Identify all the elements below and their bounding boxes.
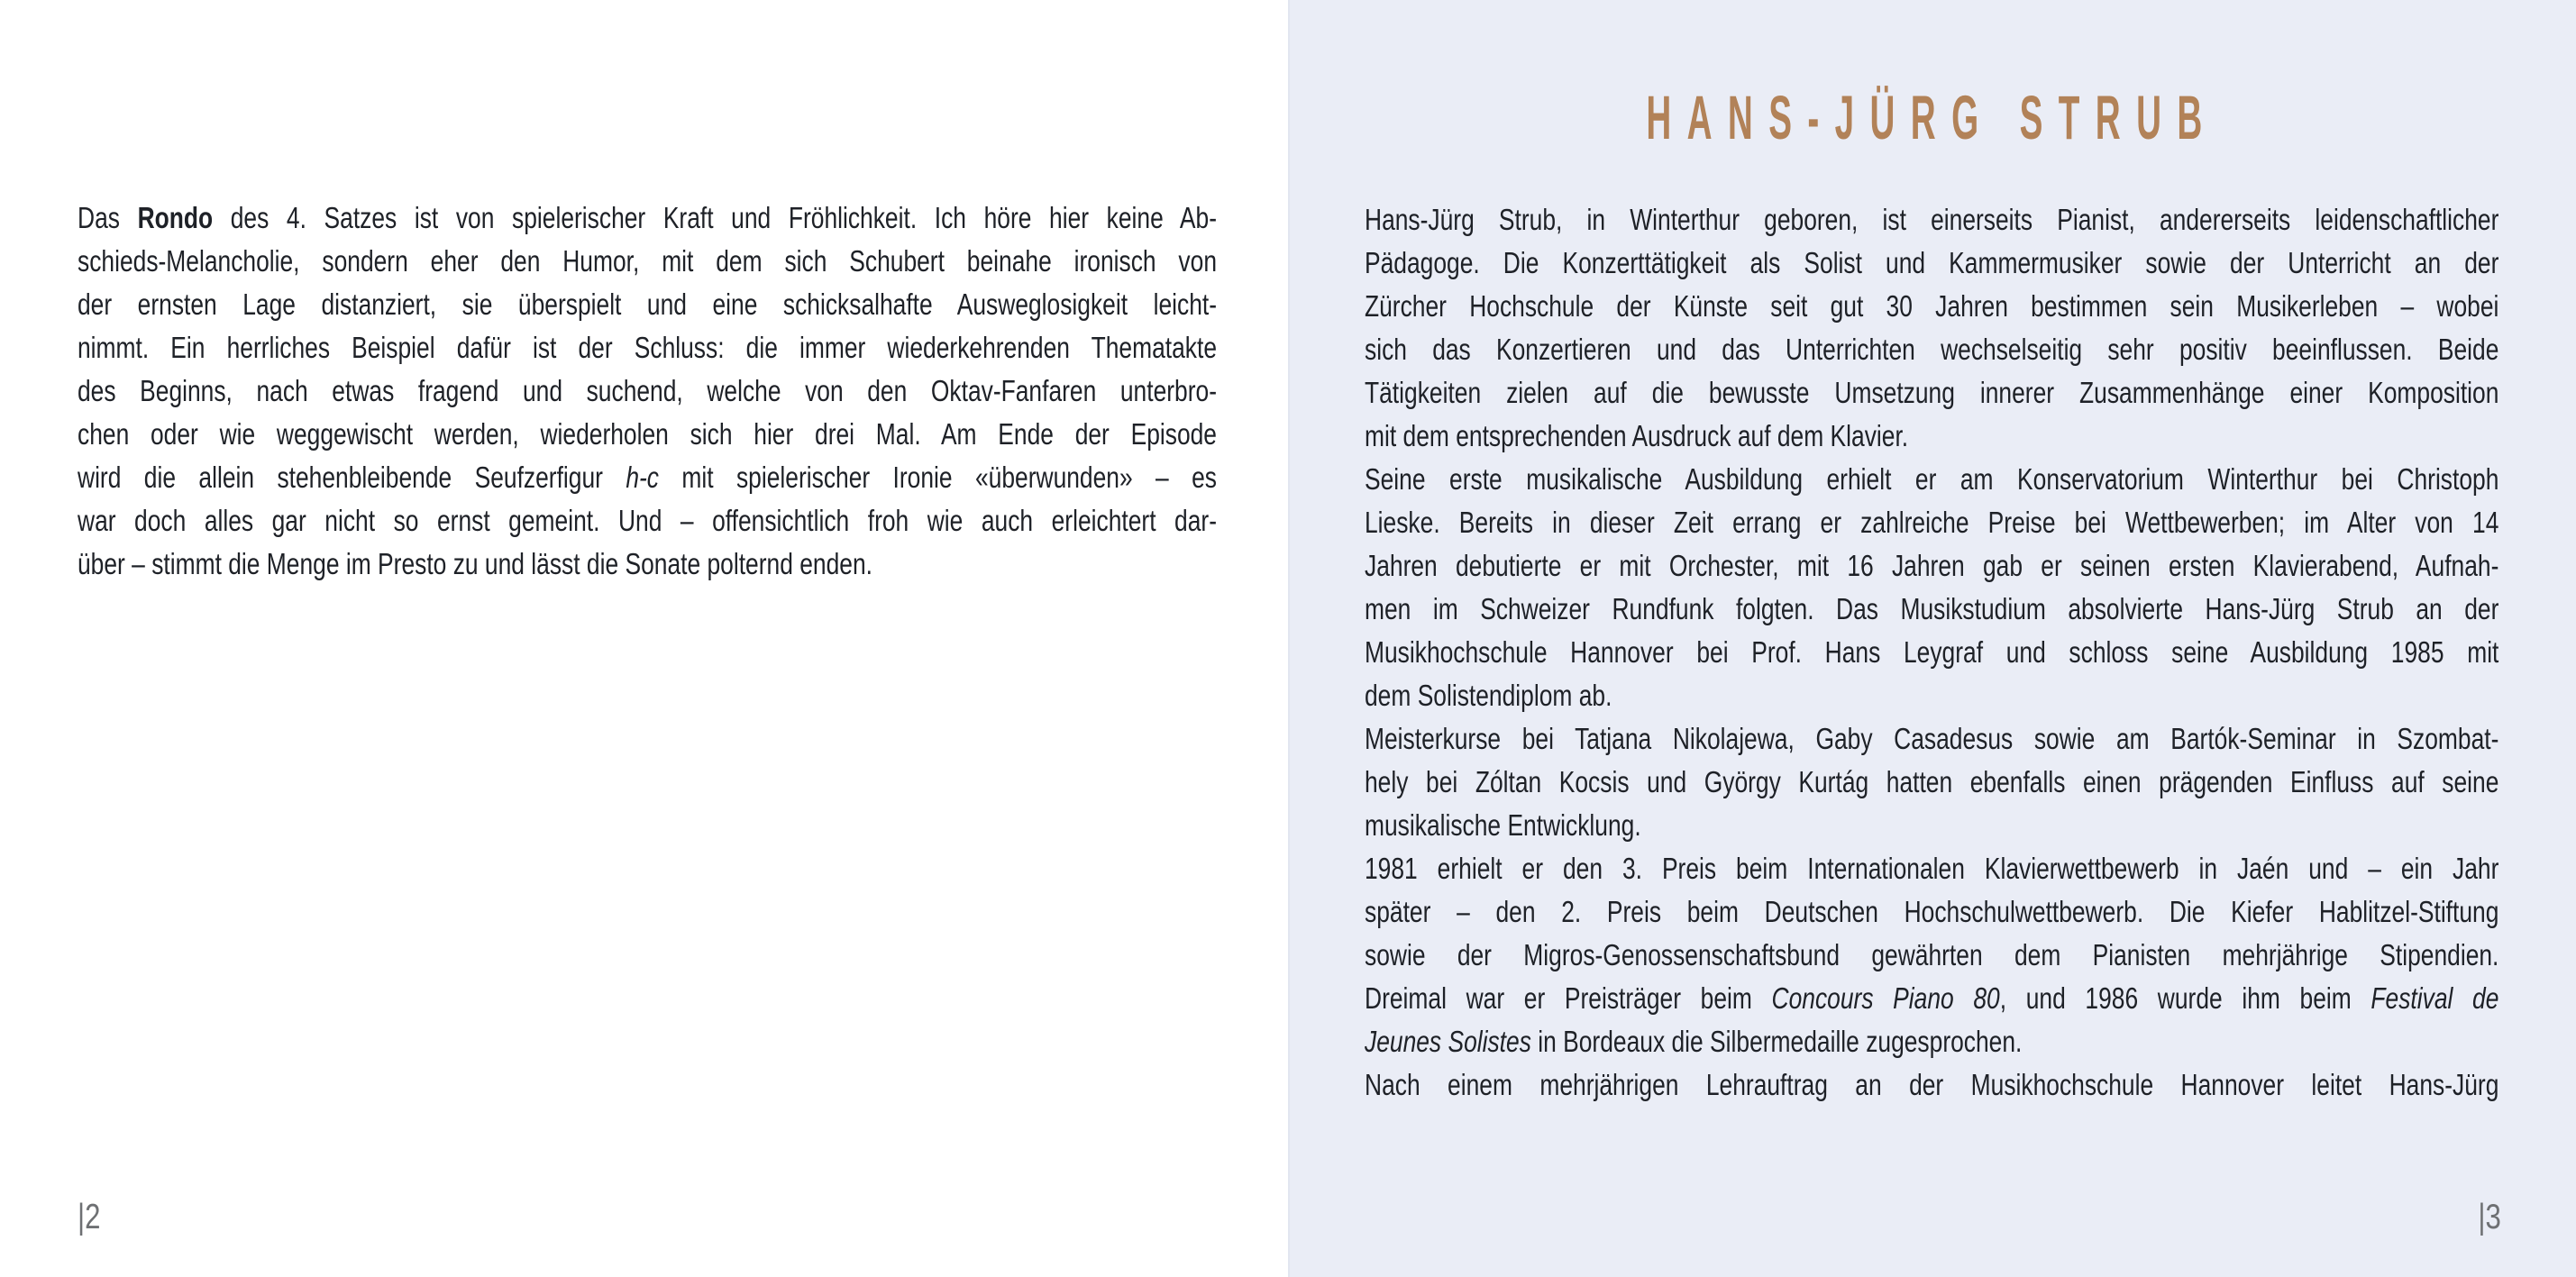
text-line: sich das Konzertieren und das Unterrichten wechselseitig sehr positiv beeinflussen. Beide	[1365, 333, 2499, 366]
page-title: HANS-JÜRG STRUB	[1646, 83, 2218, 152]
text-line: Musikhochschule Hannover bei Prof. Hans Leygraf und schloss seine Ausbildung 1985 mit	[1365, 635, 2499, 669]
rondo-paragraph	[78, 196, 1217, 586]
text-line: sowie der Migros-Genossenschaftsbund gewährten dem Pianisten mehrjährige Stipendien.	[1365, 938, 2499, 971]
page-number-left: |2	[78, 1198, 101, 1236]
text-line: der ernsten Lage distanziert, sie überspielt und eine schicksalhafte Ausweglosigkeit leicht-	[78, 287, 1217, 321]
text-line: Tätigkeiten zielen auf die bewusste Umsetzung innerer Zusammenhänge einer Komposition	[1365, 376, 2499, 409]
text-line: über – stimmt die Menge im Presto zu und lässt die Sonate polternd enden.	[78, 547, 872, 580]
text-line: Jeunes Solistes in Bordeaux die Silbermedaille zugesprochen.	[1365, 1025, 2023, 1058]
page-number-right: |3	[2478, 1198, 2501, 1236]
text-line: Jahren debutierte er mit Orchester, mit 16 Jahren gab er seinen ersten Klavierabend, Aufnah-	[1365, 549, 2499, 582]
biography-paragraphs	[1365, 198, 2498, 1107]
text-line: Nach einem mehrjährigen Lehrauftrag an der Musikhochschule Hannover leitet Hans-Jürg	[1365, 1068, 2499, 1101]
text-line: dem Solistendiplom ab.	[1365, 679, 1612, 712]
text-line: später – den 2. Preis beim Deutschen Hochschulwettbewerb. Die Kiefer Hablitzel-Stiftung	[1365, 895, 2499, 928]
text-line: Meisterkurse bei Tatjana Nikolajewa, Gaby Casadesus sowie am Bartók-Seminar in Szombat-	[1365, 722, 2499, 755]
text-line: Seine erste musikalische Ausbildung erhielt er am Konservatorium Winterthur bei Christoph	[1365, 462, 2499, 496]
text-line: wird die allein stehenbleibende Seufzerfigur h-c mit spielerischer Ironie «überwunden» – es	[78, 461, 1217, 494]
text-line: men im Schweizer Rundfunk folgten. Das Musikstudium absolvierte Hans-Jürg Strub an der	[1365, 592, 2499, 625]
text-line: Zürcher Hochschule der Künste seit gut 30 Jahren bestimmen sein Musikerleben – wobei	[1365, 289, 2499, 323]
text-line: des Beginns, nach etwas fragend und suchend, welche von den Oktav-Fanfaren unterbro-	[78, 374, 1217, 407]
text-line: war doch alles gar nicht so ernst gemeint. Und – offensichtlich froh wie auch erleichtert dar-	[78, 504, 1217, 537]
text-line: Pädagoge. Die Konzerttätigkeit als Solist und Kammermusiker sowie der Unterricht an der	[1365, 246, 2499, 279]
text-line: musikalische Entwicklung.	[1365, 808, 1641, 842]
text-line: chen oder wie weggewischt werden, wiederholen sich hier drei Mal. Am Ende der Episode	[78, 417, 1217, 451]
text-line: Dreimal war er Preisträger beim Concours Piano 80, und 1986 wurde ihm beim Festival de	[1365, 981, 2499, 1015]
text-line: Hans-Jürg Strub, in Winterthur geboren, ist einerseits Pianist, andererseits leidenschaftlicher	[1365, 203, 2499, 236]
right-page	[1288, 0, 2576, 1277]
text-line: mit dem entsprechenden Ausdruck auf dem Klavier.	[1365, 419, 1909, 452]
text-line: schieds-Melancholie, sondern eher den Humor, mit dem sich Schubert beinahe ironisch von	[78, 244, 1217, 278]
text-line: Das Rondo des 4. Satzes ist von spielerischer Kraft und Fröhlichkeit. Ich höre hier keine Ab-	[78, 201, 1217, 234]
text-line: nimmt. Ein herrliches Beispiel dafür ist der Schluss: die immer wiederkehrenden Thematakte	[78, 331, 1217, 364]
text-line: Lieske. Bereits in dieser Zeit errang er zahlreiche Preise bei Wettbewerben; im Alter von 14	[1365, 506, 2499, 539]
text-line: hely bei Zóltan Kocsis und György Kurtág hatten ebenfalls einen prägenden Einfluss auf seine	[1365, 765, 2499, 798]
text-line: 1981 erhielt er den 3. Preis beim Internationalen Klavierwettbewerb in Jaén und – ein Jahr	[1365, 852, 2499, 885]
